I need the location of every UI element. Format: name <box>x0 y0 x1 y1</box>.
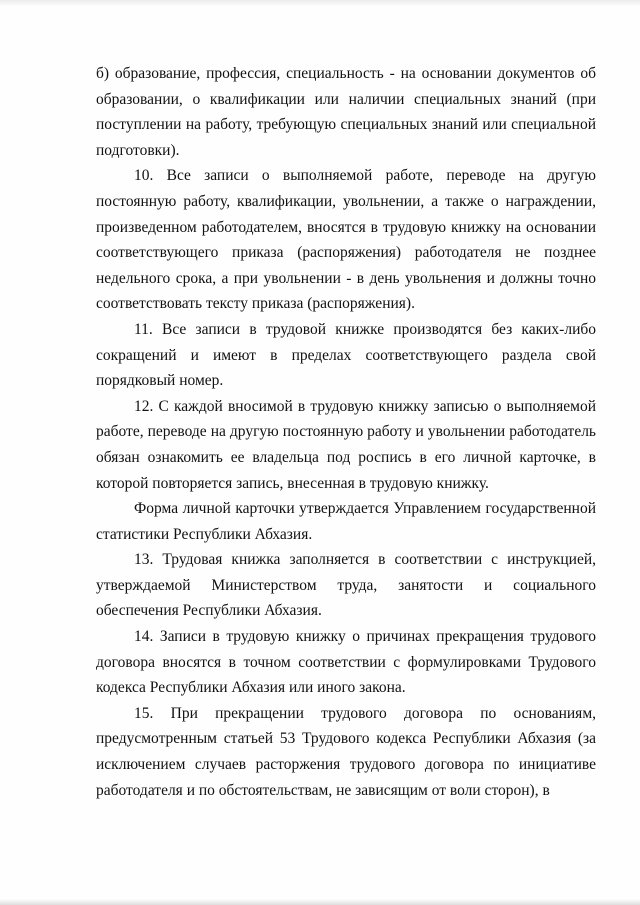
paragraph-13: 13. Трудовая книжка заполняется в соответствии с инструкцией, утверждаемой Министерством труда, занятости и социального обеспечения Республики Абхазия. <box>96 551 596 620</box>
paragraph-14: 14. Записи в трудовую книжку о причинах прекращения трудового договора вносятся в точном соответствии с формулировками Трудового кодекса Республики Абхазия или иного закона. <box>96 628 596 697</box>
scan-edge-top <box>0 0 640 6</box>
paragraph-15: 15. При прекращении трудового договора по основаниям, предусмотренным статьей 53 Трудового кодекса Республики Абхазия (за исключением случаев расторжения трудового договора по инициативе работодателя и по обстоятельствам, не зависящим от воли сторон), в <box>96 704 596 799</box>
scan-edge-bottom <box>0 899 640 905</box>
paragraph-11: 11. Все записи в трудовой книжке производятся без каких-либо сокращений и имеют в пределах соответствующего раздела свой порядковый номер. <box>96 320 596 390</box>
paragraph-b: б) образование, профессия, специальность - на основании документов об образовании, о квалификации или наличии специальных знаний (при поступлении на работу, требующую специальных знаний или специальной подготовки). <box>96 65 596 159</box>
document-body <box>96 61 596 803</box>
paragraph-10: 10. Все записи о выполняемой работе, переводе на другую постоянную работу, квалификации, увольнении, а также о награждении, произведенном работодателем, вносятся в трудовую книжку на основании соответствующего приказа (распоряжения) работодателя не позднее недельного срока, а при увольнении - в день увольнения и должны точно соответствовать тексту приказа (распоряжения). <box>96 167 596 313</box>
paragraph-personal-card-form: Форма личной карточки утверждается Управлением государственной статистики Республики Абхазия. <box>96 500 596 543</box>
paragraph-12: 12. С каждой вносимой в трудовую книжку записью о выполняемой работе, переводе на другую постоянную работу и увольнении работодатель обязан ознакомить ее владельца под роспись в его личной карточке, в которой повторяется запись, внесенная в трудовую книжку. <box>96 397 596 492</box>
